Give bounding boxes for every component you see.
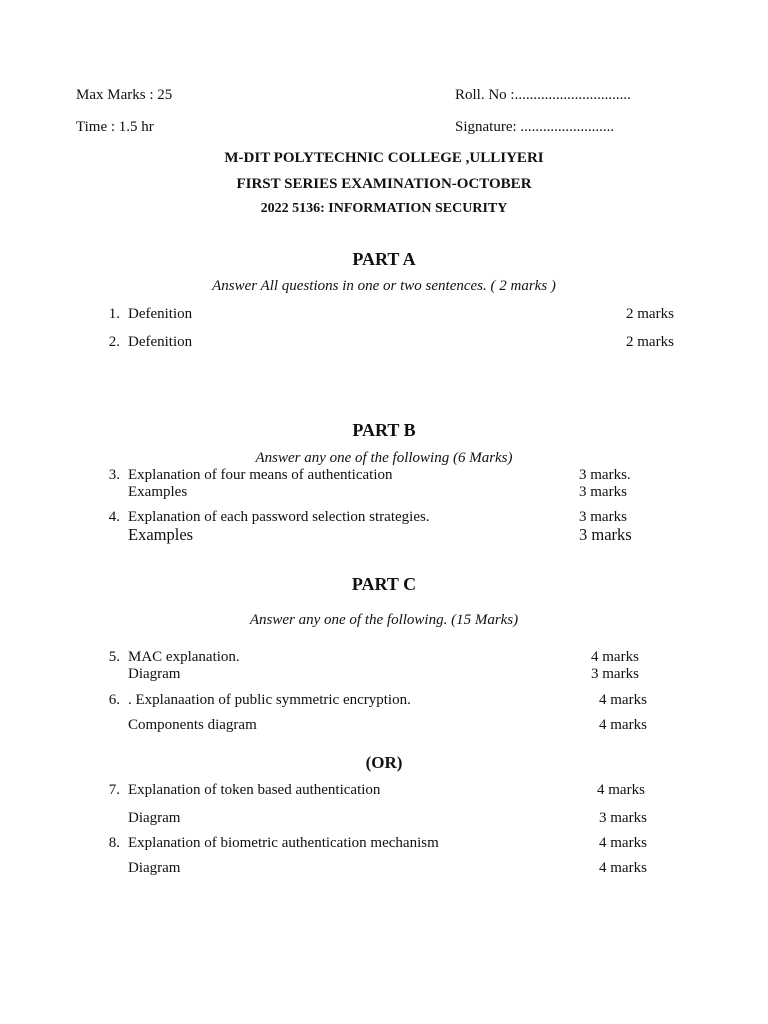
or-divider: (OR): [365, 753, 403, 772]
question-text: . Explanaation of public symmetric encryption.: [128, 692, 411, 708]
question-subtext: Diagram: [128, 666, 181, 682]
question-subtext: Examples: [128, 525, 194, 544]
question-marks: 2 marks: [626, 306, 674, 322]
question-text: Explanation of each password selection strategies.: [128, 509, 430, 525]
max-marks: Max Marks : 25: [76, 87, 173, 103]
part-a-title: PART A: [352, 249, 416, 269]
question-submarks: 4 marks: [599, 860, 647, 876]
part-c-title: PART C: [351, 574, 417, 594]
question-submarks: 3 marks: [591, 666, 639, 682]
subject-title: 2022 5136: INFORMATION SECURITY: [260, 201, 508, 216]
question-marks: 4 marks: [599, 692, 647, 708]
question-marks: 4 marks: [599, 835, 647, 851]
question-marks: 2 marks: [626, 334, 674, 350]
college-name: M-DIT POLYTECHNIC COLLEGE ,ULLIYERI: [224, 150, 544, 166]
question-text: Explanation of biometric authentication mechanism: [128, 835, 439, 851]
question-number: 5.: [108, 649, 120, 665]
question-text: Explanation of four means of authentication: [128, 467, 393, 483]
question-number: 6.: [108, 692, 120, 708]
part-a-instruction: Answer All questions in one or two sentences. ( 2 marks ): [212, 278, 556, 294]
question-text: Defenition: [128, 334, 193, 350]
part-b-instruction: Answer any one of the following (6 Marks): [255, 450, 513, 466]
question-number: 8.: [108, 835, 120, 851]
question-number: 3.: [108, 467, 120, 483]
question-text: Explanation of token based authentication: [128, 782, 381, 798]
question-subtext: Diagram: [128, 860, 181, 876]
exam-title: FIRST SERIES EXAMINATION-OCTOBER: [236, 176, 532, 192]
question-number: 2.: [108, 334, 120, 350]
part-b-title: PART B: [352, 420, 416, 440]
question-marks: 4 marks: [597, 782, 645, 798]
question-marks: 3 marks: [579, 509, 627, 525]
question-subtext: Components diagram: [128, 717, 257, 733]
question-marks: 3 marks.: [579, 467, 631, 483]
part-c-instruction: Answer any one of the following. (15 Marks): [249, 612, 519, 628]
question-number: 4.: [108, 509, 120, 525]
question-number: 1.: [108, 306, 120, 322]
question-text: Defenition: [128, 306, 193, 322]
roll-no-field: Roll. No :...............................: [455, 87, 631, 103]
exam-time: Time : 1.5 hr: [76, 119, 154, 135]
question-marks: 4 marks: [591, 649, 639, 665]
question-submarks: 3 marks: [579, 525, 632, 544]
question-submarks: 4 marks: [599, 717, 647, 733]
question-subtext: Examples: [128, 484, 188, 500]
question-submarks: 3 marks: [599, 810, 647, 826]
question-subtext: Diagram: [128, 810, 181, 826]
question-number: 7.: [108, 782, 120, 798]
question-text: MAC explanation.: [128, 649, 240, 665]
question-submarks: 3 marks: [579, 484, 627, 500]
signature-field: Signature: .........................: [455, 119, 615, 135]
